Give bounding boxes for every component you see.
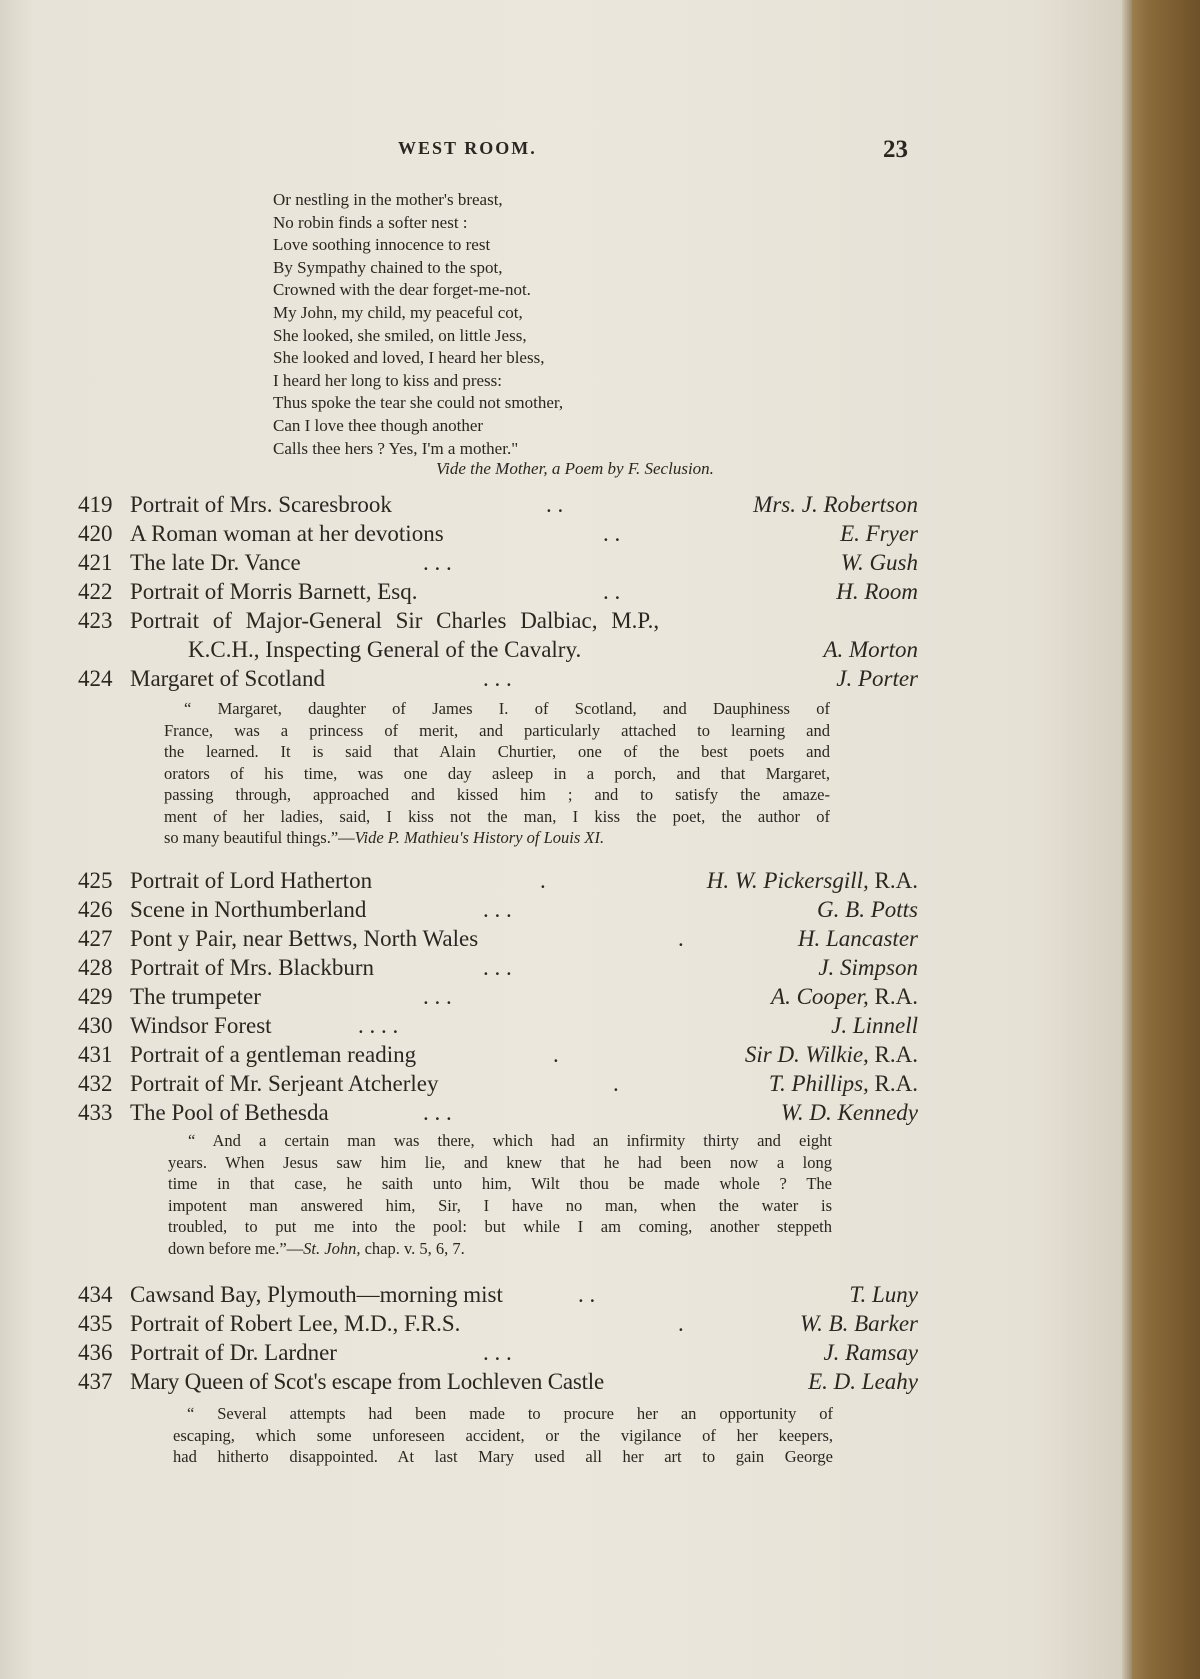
book-cover-edge [1122,0,1200,1679]
catalogue-entry [78,895,918,925]
entry-number: 421 [78,550,113,575]
quote-mary [173,1403,833,1468]
catalogue-entry [78,548,918,578]
catalogue-entry [78,866,918,896]
entry-title: The late Dr. Vance [130,550,301,575]
entry-artist: H. W. Pickersgill, R.A. [706,868,918,893]
poem-line: She looked, she smiled, on little Jess, [273,325,527,345]
poem-line: I heard her long to kiss and press: [273,370,502,390]
entry-title: A Roman woman at her devotions [130,521,444,546]
quote-line: France, was a princess of merit, and particularly attached to learning and [164,720,830,740]
catalogue-entry [78,982,918,1012]
leader-dots: . . [578,1282,596,1307]
entry-title: Mary Queen of Scot's escape from Lochleven Castle [130,1369,604,1394]
entry-artist: E. Fryer [840,521,918,546]
running-head: WEST ROOM. [398,138,537,158]
entry-artist: E. D. Leahy [808,1369,918,1394]
entry-number: 433 [78,1100,113,1125]
catalogue-entry [78,1040,918,1070]
entry-artist: H. Lancaster [797,926,918,951]
entry-number: 435 [78,1311,113,1336]
entry-title: The trumpeter [130,984,261,1009]
entry-artist: T. Luny [849,1282,918,1307]
quote-citation: Vide P. Mathieu's History of Louis XI. [354,828,605,847]
entry-title: Portrait of Lord Hatherton [130,868,373,893]
entry-number: 425 [78,868,113,893]
poem-excerpt [273,189,873,460]
entry-number: 428 [78,955,113,980]
catalogue-entry [78,519,918,549]
entry-title: Margaret of Scotland [130,666,326,691]
poem-line: No robin finds a softer nest : [273,212,468,232]
quote-margaret [164,698,830,849]
quote-citation: St. John, [303,1238,361,1258]
entry-title: Pont y Pair, near Bettws, North Wales [130,926,479,951]
catalogue-entry [78,490,918,520]
leader-dots: . . [603,521,621,546]
entry-title: Portrait of a gentleman reading [130,1042,417,1067]
catalogue-entry [78,664,918,694]
entry-artist: G. B. Potts [817,897,918,922]
quote-line: orators of his time, was one day asleep in a porch, and that Margaret, [164,763,830,783]
quote-line: so many beautiful things.”—Vide P. Mathieu's History of Louis XI. [164,828,605,847]
catalogue-entry [78,953,918,983]
entry-number: 434 [78,1282,113,1307]
entry-title: Portrait of Mr. Serjeant Atcherley [130,1071,439,1096]
entry-number: 431 [78,1042,113,1067]
leader-dots: . . [546,492,564,517]
quote-line: escaping, which some unforeseen accident, or the vigilance of her keepers, [173,1425,833,1445]
entry-artist: T. Phillips, R.A. [768,1071,918,1096]
entry-title: Portrait of Dr. Lardner [130,1340,337,1365]
quote-line: down before me.”—St. John, chap. v. 5, 6, 7. [168,1238,465,1258]
entry-title: Portrait of Morris Barnett, Esq. [130,579,418,604]
leader-dots: . . . [483,897,512,922]
page-number: 23 [883,136,908,163]
entry-number: 426 [78,897,113,922]
entry-number: 423 [78,608,113,633]
poem-line: Can I love thee though another [273,415,484,435]
entry-number: 429 [78,984,113,1009]
entry-number: 436 [78,1340,113,1365]
leader-dots: . . . [423,550,452,575]
leader-dots: . [553,1042,559,1067]
entry-artist: H. Room [836,579,918,604]
entry-title: Portrait of Mrs. Blackburn [130,955,375,980]
leader-dots: . . . [483,1340,512,1365]
poem-line: Thus spoke the tear she could not smother, [273,393,564,413]
entry-title: Portrait of Robert Lee, M.D., F.R.S. [130,1311,461,1336]
catalogue-entry [78,1069,918,1099]
catalogue-entry [78,924,918,954]
poem-line: By Sympathy chained to the spot, [273,257,503,277]
leader-dots: . . . [423,1100,452,1125]
leader-dots: . . . [483,955,512,980]
entry-artist: J. Simpson [818,955,918,980]
entry-continuation [188,635,918,665]
catalogue-entry [78,1098,918,1128]
quote-line: had hitherto disappointed. At last Mary used all her art to gain George [173,1447,833,1466]
entry-number: 422 [78,579,113,604]
quote-line: time in that case, he saith unto him, Wilt thou be made whole ? The [168,1174,832,1193]
entry-artist: J. Ramsay [823,1340,918,1365]
quote-line: years. When Jesus saw him lie, and knew that he had been now a long [168,1152,832,1172]
catalogue-entry [78,1367,918,1397]
leader-dots: . [678,926,684,951]
poem-line: Calls thee hers ? Yes, I'm a mother." [273,438,519,458]
entry-number: 437 [78,1369,113,1394]
poem-line: My John, my child, my peaceful cot, [273,302,523,322]
leader-dots: . [613,1071,619,1096]
entry-number: 427 [78,926,113,951]
quote-line: troubled, to put me into the pool: but while I am coming, another steppeth [168,1217,832,1236]
quote-bethesda [168,1130,832,1259]
entry-artist: A. Cooper, R.A. [771,984,918,1009]
catalogue-entry [78,1309,918,1339]
entry-artist: W. B. Barker [800,1311,918,1336]
entry-artist: W. D. Kennedy [780,1100,918,1125]
quote-line: “ Margaret, daughter of James I. of Scotland, and Dauphiness of [184,699,830,718]
catalogue-entry [78,577,918,607]
leader-dots: . . . . [358,1013,399,1038]
entry-title: The Pool of Bethesda [130,1100,329,1125]
entry-number: 430 [78,1013,113,1038]
poem-citation: Vide the Mother, a Poem by F. Seclusion. [436,459,714,478]
entry-number: 432 [78,1071,113,1096]
entry-number: 420 [78,521,113,546]
entry-title: Cawsand Bay, Plymouth—morning mist [130,1282,503,1307]
entry-title: Scene in Northumberland [130,897,367,922]
catalogue-entry [78,1280,918,1310]
leader-dots: . [678,1311,684,1336]
entry-title: Portrait of Major-General Sir Charles Dalbiac, M.P., [130,608,660,633]
entry-artist: J. Porter [836,666,918,691]
entry-title: Windsor Forest [130,1013,272,1038]
quote-line: the learned. It is said that Alain Churtier, one of the best poets and [164,742,830,761]
poem-line: She looked and loved, I heard her bless, [273,348,545,368]
entry-number: 419 [78,492,113,517]
catalogue-entry [78,606,918,636]
leader-dots: . . . [423,984,452,1009]
entry-artist: Sir D. Wilkie, R.A. [744,1042,918,1067]
poem-line: Crowned with the dear forget-me-not. [273,280,531,300]
poem-line: Or nestling in the mother's breast, [273,190,503,209]
entry-artist: A. Morton [823,637,918,662]
leader-dots: . [540,868,546,893]
leader-dots: . . [603,579,621,604]
leader-dots: . . . [483,666,512,691]
quote-line: ment of her ladies, said, I kiss not the man, I kiss the poet, the author of [164,806,830,826]
poem-line: Love soothing innocence to rest [273,235,491,255]
continuation-text: K.C.H., Inspecting General of the Cavalry. [188,637,582,662]
entry-artist: J. Linnell [831,1013,918,1038]
catalogue-entry [78,1338,918,1368]
quote-line: impotent man answered him, Sir, I have no man, when the water is [168,1195,832,1215]
quote-line: “ And a certain man was there, which had an infirmity thirty and eight [188,1131,832,1150]
entry-artist: Mrs. J. Robertson [753,492,918,517]
quote-line: passing through, approached and kissed him ; and to satisfy the amaze- [164,785,830,804]
entry-title: Portrait of Mrs. Scaresbrook [130,492,392,517]
entry-number: 424 [78,666,113,691]
catalogue-entry [78,1011,918,1041]
entry-artist: W. Gush [840,550,918,575]
quote-line: “ Several attempts had been made to procure her an opportunity of [187,1404,833,1423]
page-fore-edge [1122,0,1132,1679]
